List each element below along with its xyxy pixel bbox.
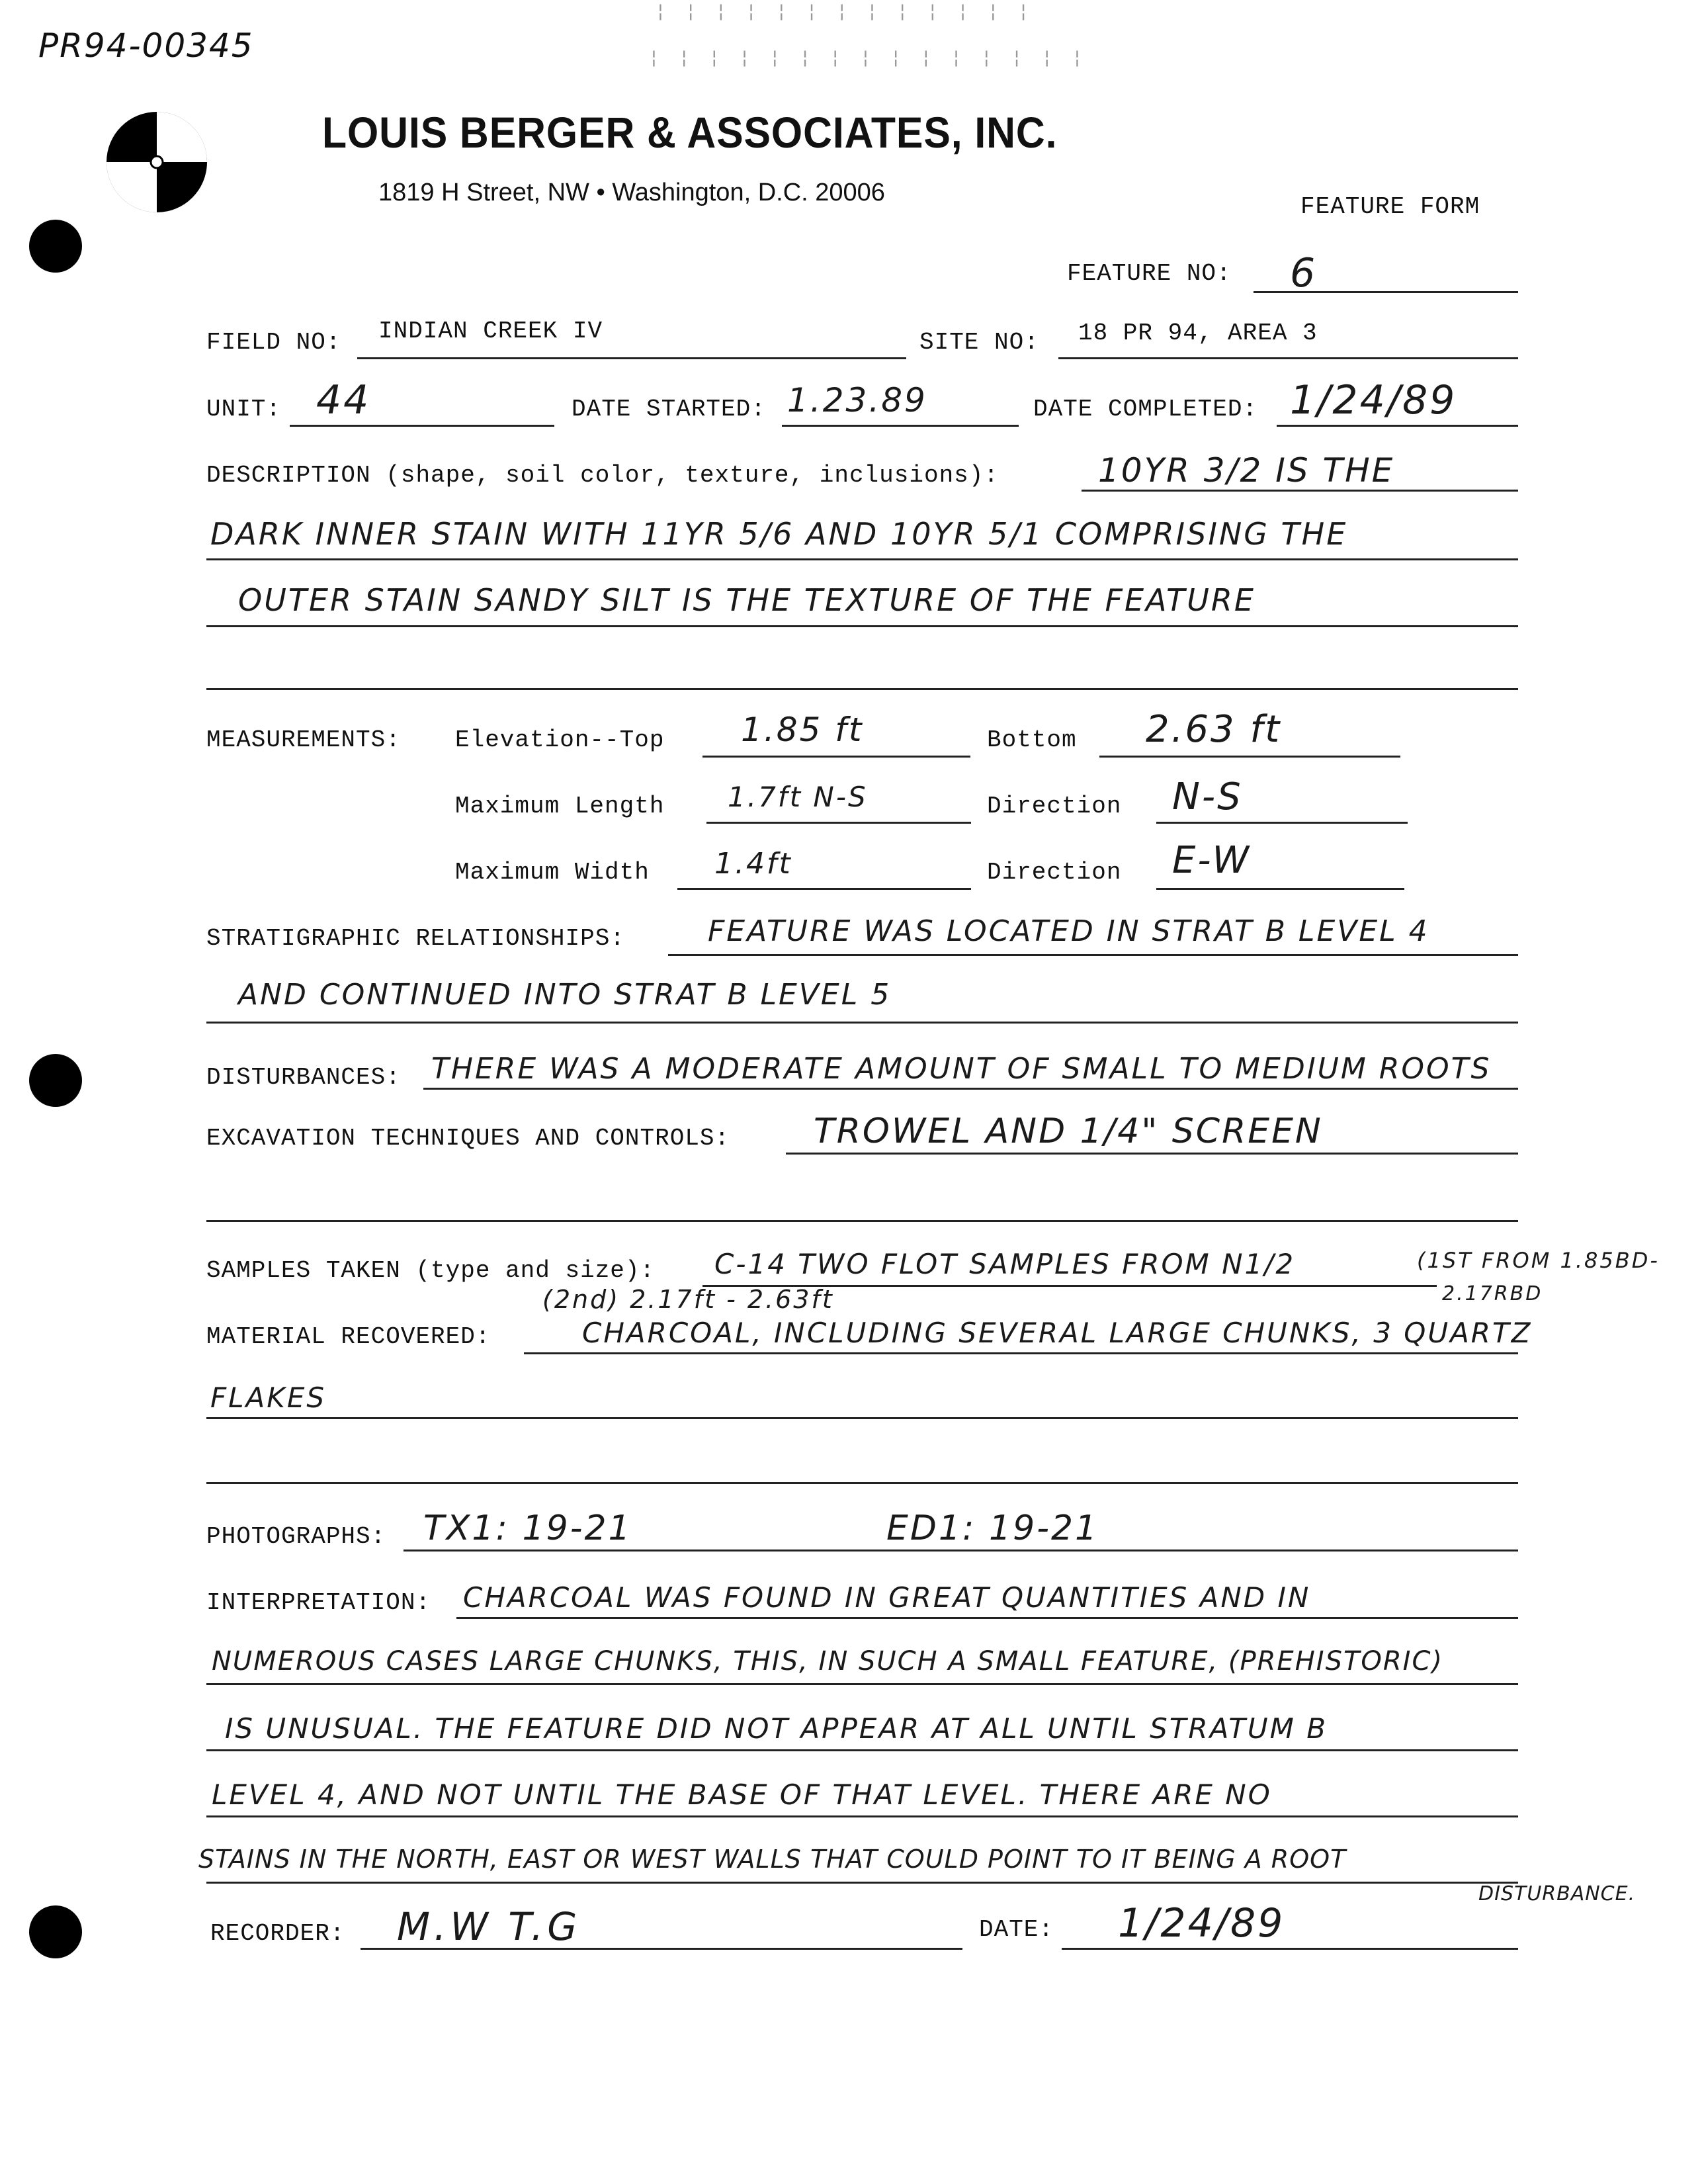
photographs-value-1: TX1: 19-21 (423, 1508, 632, 1548)
date-completed-label: DATE COMPLETED: (1033, 396, 1258, 423)
binder-hole-middle (29, 1054, 82, 1107)
material-rule-2 (206, 1417, 1518, 1419)
disturbances-line (423, 1088, 1518, 1090)
excavation-value: TROWEL AND 1/4" SCREEN (814, 1112, 1323, 1151)
photographs-label: PHOTOGRAPHS: (206, 1523, 386, 1550)
form-title: FEATURE FORM (1300, 193, 1480, 220)
material-label: MATERIAL RECOVERED: (206, 1323, 491, 1350)
length-direction-label: Direction (987, 793, 1122, 820)
field-no-line (357, 357, 906, 359)
site-no-line (1058, 357, 1518, 359)
unit-value: 44 (316, 377, 371, 423)
interpretation-rule-5 (206, 1882, 1518, 1884)
interpretation-line-6: DISTURBANCE. (1478, 1882, 1636, 1905)
interpretation-line-2: NUMEROUS CASES LARGE CHUNKS, THIS, IN SUCH A SMALL FEATURE, (PREHISTORIC) (212, 1646, 1444, 1677)
date-started-line (782, 425, 1019, 427)
description-line-3: OUTER STAIN SANDY SILT IS THE TEXTURE OF THE FEATURE (238, 582, 1255, 618)
samples-note-first: (1ST FROM 1.85BD- (1417, 1248, 1660, 1273)
date-completed-line (1277, 425, 1518, 427)
interpretation-rule-4 (206, 1815, 1518, 1817)
stratigraphic-line-2: AND CONTINUED INTO STRAT B LEVEL 5 (238, 978, 892, 1012)
feature-no-value: 6 (1290, 250, 1318, 296)
elevation-top-label: Elevation--Top (455, 726, 665, 754)
archive-number: PR94-00345 (38, 26, 254, 65)
company-address: 1819 H Street, NW • Washington, D.C. 20006 (378, 179, 885, 206)
photographs-line (404, 1550, 1518, 1551)
field-no-value: INDIAN CREEK IV (378, 318, 603, 345)
max-length-line (706, 822, 971, 824)
measurements-label: MEASUREMENTS: (206, 726, 401, 754)
stratigraphic-rule-2 (206, 1022, 1518, 1024)
width-direction-label: Direction (987, 859, 1122, 886)
company-name: LOUIS BERGER & ASSOCIATES, INC. (322, 108, 1058, 157)
date-value: 1/24/89 (1118, 1900, 1285, 1946)
width-direction-value: E-W (1172, 839, 1251, 882)
disturbances-value: THERE WAS A MODERATE AMOUNT OF SMALL TO MEDIUM ROOTS (431, 1052, 1492, 1086)
date-label: DATE: (979, 1916, 1054, 1943)
date-line (1062, 1948, 1518, 1950)
stratigraphic-rule-1 (668, 954, 1518, 956)
bottom-label: Bottom (987, 726, 1077, 754)
description-rule-3 (206, 625, 1518, 627)
max-width-label: Maximum Width (455, 859, 650, 886)
max-length-value: 1.7ft N-S (728, 781, 868, 813)
date-started-label: DATE STARTED: (572, 396, 766, 423)
scan-marks-lower: ¦ ¦ ¦ ¦ ¦ ¦ ¦ ¦ ¦ ¦ ¦ ¦ ¦ ¦ ¦ (648, 46, 1087, 68)
feature-no-label: FEATURE NO: (1067, 260, 1232, 287)
length-direction-line (1156, 822, 1408, 824)
field-no-label: FIELD NO: (206, 329, 341, 356)
excavation-label: EXCAVATION TECHNIQUES AND CONTROLS: (206, 1125, 730, 1152)
samples-note-first-end: 2.17RBD (1442, 1282, 1543, 1305)
material-rule-1 (524, 1352, 1518, 1354)
unit-line (290, 425, 554, 427)
description-line-1: 10YR 3/2 IS THE (1098, 451, 1395, 490)
excavation-rule-2 (206, 1220, 1518, 1222)
material-line-2: FLAKES (210, 1381, 327, 1414)
description-rule-2 (206, 558, 1518, 560)
elevation-top-line (702, 756, 970, 758)
interpretation-line-1: CHARCOAL WAS FOUND IN GREAT QUANTITIES AND IN (463, 1581, 1311, 1614)
max-width-value: 1.4ft (714, 847, 792, 881)
unit-label: UNIT: (206, 396, 282, 423)
samples-label: SAMPLES TAKEN (type and size): (206, 1257, 656, 1284)
material-rule-3 (206, 1482, 1518, 1484)
bottom-line (1099, 756, 1400, 758)
binder-hole-bottom (29, 1905, 82, 1958)
max-width-line (677, 888, 971, 890)
site-no-value: 18 PR 94, AREA 3 (1078, 320, 1318, 347)
feature-no-line (1254, 291, 1518, 293)
length-direction-value: N-S (1172, 775, 1243, 818)
interpretation-label: INTERPRETATION: (206, 1589, 431, 1616)
interpretation-rule-2 (206, 1683, 1518, 1685)
description-rule-4 (206, 688, 1518, 690)
stratigraphic-line-1: FEATURE WAS LOCATED IN STRAT B LEVEL 4 (708, 914, 1429, 948)
interpretation-line-3: IS UNUSUAL. THE FEATURE DID NOT APPEAR AT ALL UNTIL STRATUM B (225, 1712, 1328, 1745)
recorder-label: RECORDER: (210, 1920, 345, 1947)
date-completed-value: 1/24/89 (1290, 377, 1457, 423)
scan-marks: ¦ ¦ ¦ ¦ ¦ ¦ ¦ ¦ ¦ ¦ ¦ ¦ ¦ (655, 0, 1033, 22)
date-started-value: 1.23.89 (787, 381, 927, 419)
elevation-top-value: 1.85 ft (741, 711, 864, 749)
photographs-value-2: ED1: 19-21 (886, 1508, 1099, 1548)
recorder-line (361, 1948, 962, 1950)
interpretation-line-5: STAINS IN THE NORTH, EAST OR WEST WALLS THAT COULD POINT TO IT BEING A ROOT (198, 1845, 1347, 1874)
site-no-label: SITE NO: (919, 329, 1039, 356)
interpretation-rule-3 (206, 1749, 1518, 1751)
disturbances-label: DISTURBANCES: (206, 1064, 401, 1091)
stratigraphic-label: STRATIGRAPHIC RELATIONSHIPS: (206, 925, 625, 952)
description-line-2: DARK INNER STAIN WITH 11YR 5/6 AND 10YR 5/1 COMPRISING THE (210, 516, 1348, 552)
recorder-value: M.W T.G (397, 1904, 581, 1949)
interpretation-line-4: LEVEL 4, AND NOT UNTIL THE BASE OF THAT LEVEL. THERE ARE NO (212, 1778, 1272, 1811)
interpretation-rule-1 (456, 1617, 1518, 1619)
max-length-label: Maximum Length (455, 793, 665, 820)
binder-hole-top (29, 220, 82, 273)
excavation-rule-1 (786, 1153, 1518, 1155)
samples-note-second: (2nd) 2.17ft - 2.63ft (542, 1285, 834, 1314)
description-rule-1 (1082, 490, 1518, 492)
samples-value: C-14 TWO FLOT SAMPLES FROM N1/2 (714, 1248, 1296, 1280)
material-line-1: CHARCOAL, INCLUDING SEVERAL LARGE CHUNKS, 3 QUARTZ (582, 1317, 1533, 1349)
description-label: DESCRIPTION (shape, soil color, texture, inclusions): (206, 462, 999, 489)
width-direction-line (1156, 888, 1404, 890)
bottom-value: 2.63 ft (1146, 708, 1282, 751)
company-logo-icon (105, 110, 209, 214)
